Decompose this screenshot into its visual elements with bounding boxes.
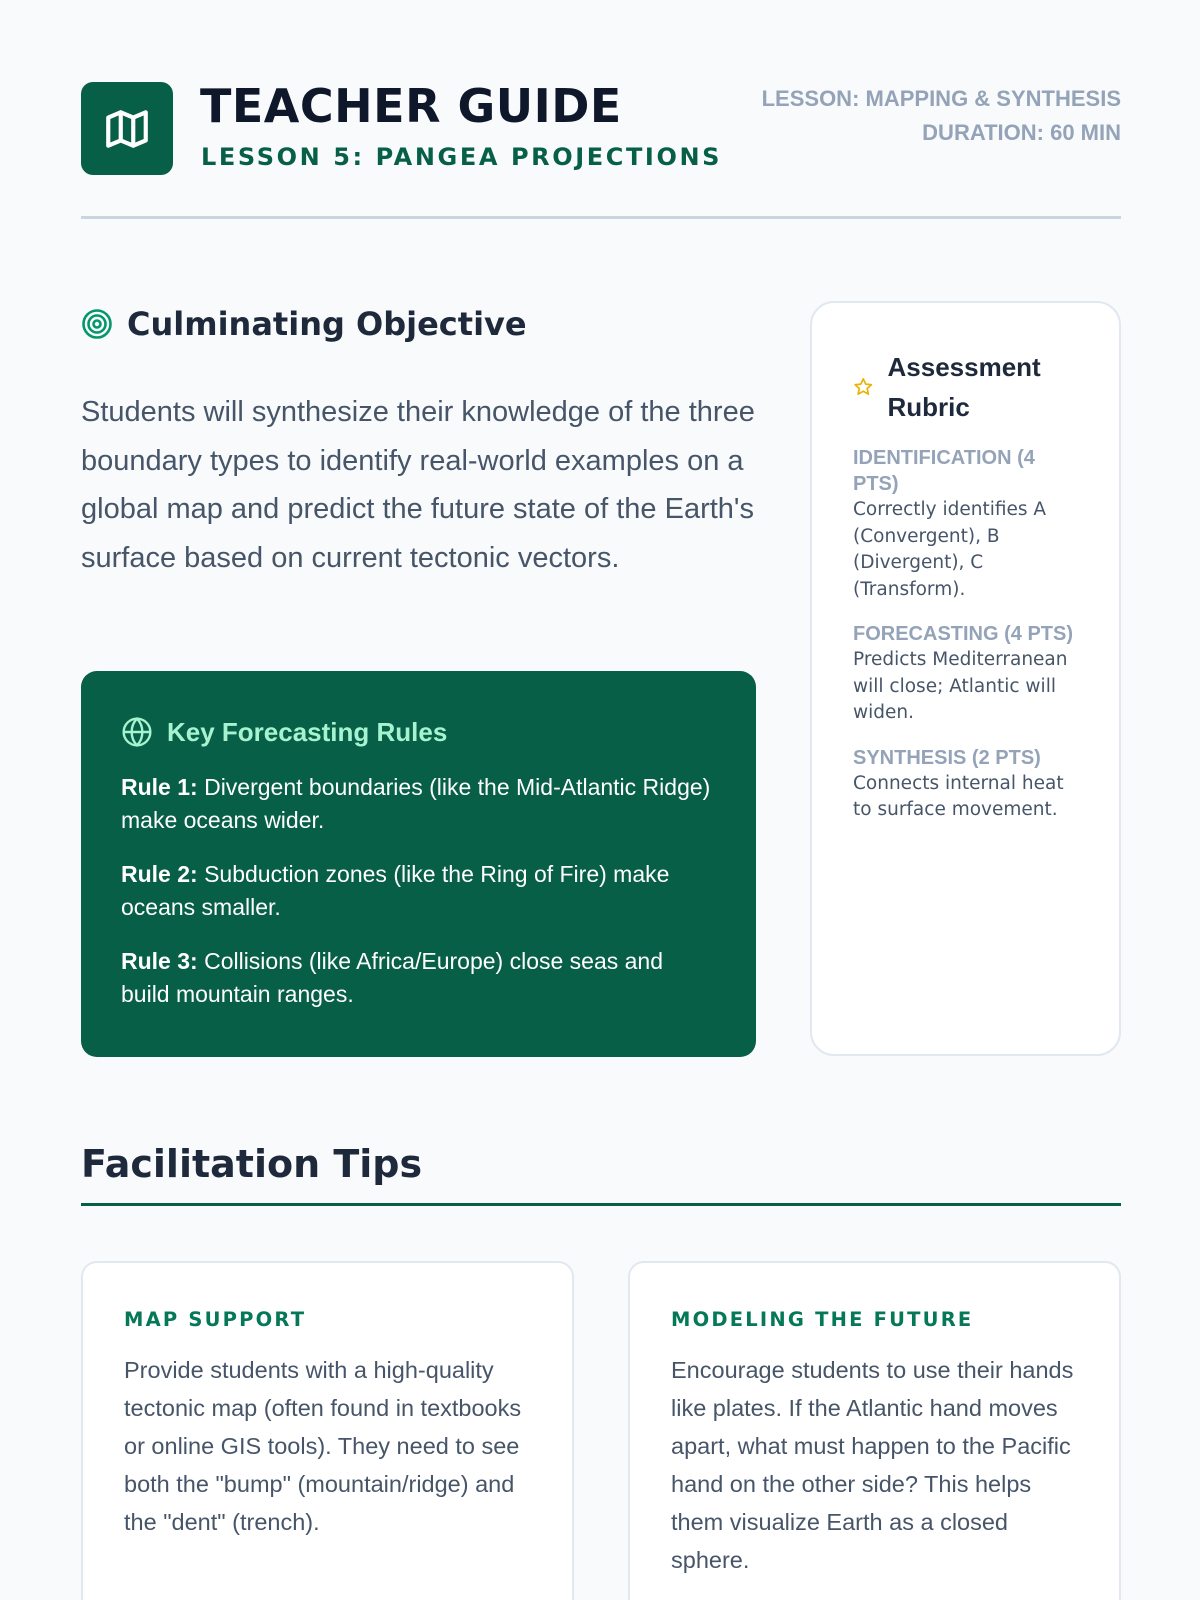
rubric-criterion — [853, 745, 1079, 824]
map-icon — [81, 82, 173, 175]
tip-label: MAP SUPPORT — [124, 1308, 307, 1331]
objective-heading — [81, 304, 527, 344]
lesson-duration: DURATION: 60 MIN — [922, 120, 1121, 145]
rule-text: Divergent boundaries (like the Mid-Atlantic Ridge) make oceans wider. — [121, 774, 711, 833]
tips-heading: Facilitation Tips — [81, 1142, 423, 1186]
forecasting-rules-box — [81, 671, 756, 1057]
tip-label: MODELING THE FUTURE — [671, 1308, 974, 1331]
assessment-rubric-card — [810, 301, 1121, 1056]
rules-heading-text: Key Forecasting Rules — [167, 716, 448, 747]
tips-divider — [81, 1203, 1121, 1206]
lesson-name: LESSON: MAPPING & SYNTHESIS — [761, 86, 1121, 111]
tip-card-map-support — [81, 1261, 574, 1600]
rules-heading — [121, 713, 716, 751]
rule-item — [121, 945, 716, 1011]
rule-text: Collisions (like Africa/Europe) close seas and build mountain ranges. — [121, 948, 664, 1007]
globe-icon — [121, 716, 153, 748]
target-icon — [81, 308, 113, 340]
rule-label: Rule 2: — [121, 861, 198, 887]
rubric-criterion — [853, 445, 1079, 603]
criterion-label: SYNTHESIS (2 PTS) — [853, 746, 1041, 769]
criterion-description: Connects internal heat to surface movement. — [853, 772, 1064, 820]
rule-text: Subduction zones (like the Ring of Fire) make oceans smaller. — [121, 861, 670, 920]
rule-item — [121, 771, 716, 837]
rubric-heading-text: Assessment Rubric — [887, 352, 1041, 422]
rule-label: Rule 3: — [121, 948, 198, 974]
rubric-heading — [853, 347, 1079, 427]
page-title: TEACHER GUIDE — [200, 79, 622, 133]
tip-body: Encourage students to use their hands like plates. If the Atlantic hand moves apart, what must happen to the Pacific hand on the other side? This helps them visualize Earth as a closed sphere. — [671, 1357, 1074, 1573]
rubric-criterion — [853, 621, 1079, 727]
header-divider — [81, 216, 1121, 219]
tip-card-modeling-future — [628, 1261, 1121, 1600]
criterion-label: IDENTIFICATION (4 PTS) — [853, 447, 1035, 495]
criterion-label: FORECASTING (4 PTS) — [853, 623, 1074, 645]
page-header — [81, 79, 1121, 176]
rule-item — [121, 858, 716, 924]
lesson-subtitle: LESSON 5: PANGEA PROJECTIONS — [201, 143, 723, 171]
objective-body: Students will synthesize their knowledge of the three boundary types to identify real-world examples on a global map and predict the future state of the Earth's surface based on current tectonic vectors. — [81, 396, 755, 574]
objective-heading-text: Culminating Objective — [127, 305, 527, 343]
tip-body: Provide students with a high-quality tectonic map (often found in textbooks or online GIS tools). They need to see both the "bump" (mountain/ridge) and the "dent" (trench). — [124, 1357, 522, 1535]
criterion-description: Predicts Mediterranean will close; Atlantic will widen. — [853, 649, 1068, 723]
rule-label: Rule 1: — [121, 774, 198, 800]
lesson-meta — [762, 82, 1121, 150]
star-icon — [853, 374, 874, 400]
criterion-description: Correctly identifies A (Convergent), B (Divergent), C (Transform). — [853, 499, 1047, 600]
